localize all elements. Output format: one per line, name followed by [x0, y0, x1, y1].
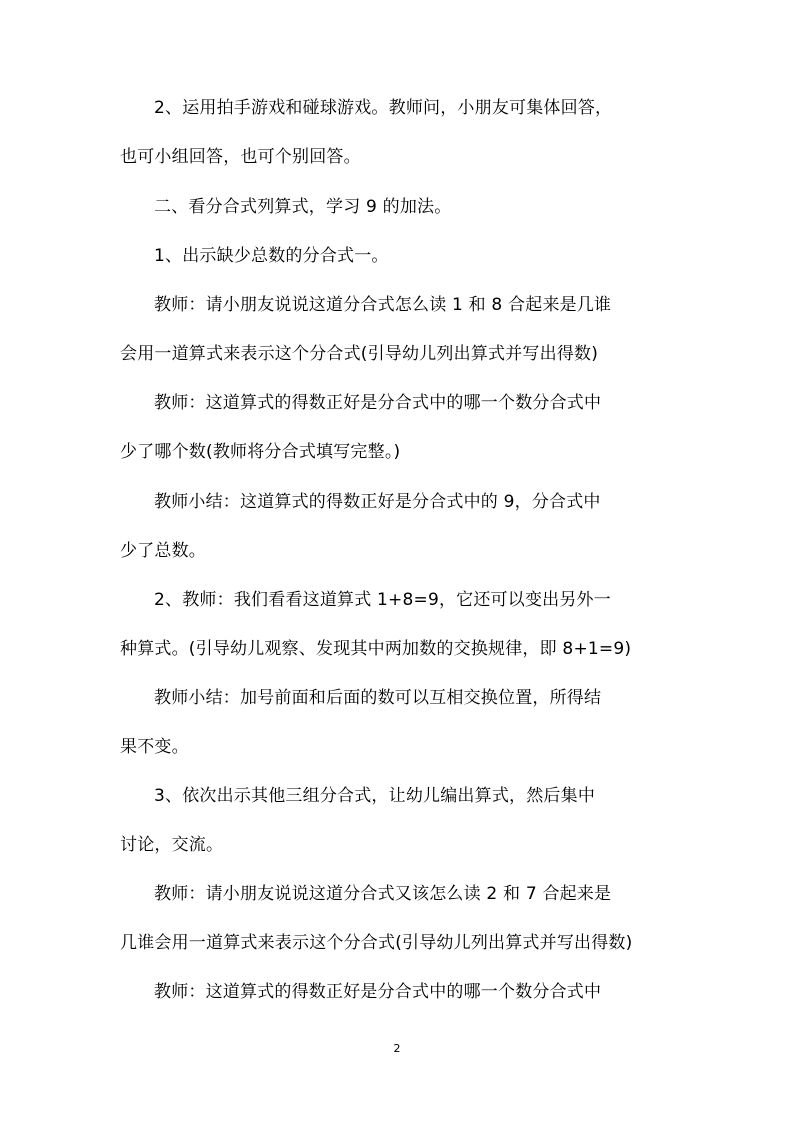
- text-line: 几谁会用一道算式来表示这个分合式(引导幼儿列出算式并写出得数): [120, 933, 633, 953]
- text-line: 教师：这道算式的得数正好是分合式中的哪一个数分合式中: [154, 982, 602, 1002]
- text-line: 少了哪个数(教师将分合式填写完整。): [120, 442, 401, 462]
- text-line: 果不变。: [120, 737, 189, 757]
- text-line: 讨论，交流。: [120, 835, 224, 855]
- text-line: 2、运用拍手游戏和碰球游戏。教师问，小朋友可集体回答，: [154, 98, 613, 118]
- text-line: 1、出示缺少总数的分合式一。: [154, 246, 389, 266]
- text-line: 2、教师：我们看看这道算式 1+8=9，它还可以变出另外一: [154, 590, 611, 610]
- text-line: 教师：请小朋友说说这道分合式又该怎么读 2 和 7 合起来是: [154, 884, 612, 904]
- text-line: 会用一道算式来表示这个分合式(引导幼儿列出算式并写出得数): [120, 344, 599, 364]
- page-number: 2: [393, 1042, 401, 1055]
- text-line: 教师：请小朋友说说这道分合式怎么读 1 和 8 合起来是几谁: [154, 295, 612, 315]
- text-line: 也可小组回答，也可个别回答。: [120, 147, 361, 167]
- text-line: 教师小结：加号前面和后面的数可以互相交换位置，所得结: [154, 688, 602, 708]
- text-line: 教师小结：这道算式的得数正好是分合式中的 9，分合式中: [154, 492, 601, 512]
- text-line: 少了总数。: [120, 541, 206, 561]
- text-line: 二、看分合式列算式，学习 9 的加法。: [154, 197, 452, 217]
- text-line: 3、依次出示其他三组分合式，让幼儿编出算式，然后集中: [154, 786, 596, 806]
- text-line: 种算式。(引导幼儿观察、发现其中两加数的交换规律，即 8+1=9): [120, 639, 632, 659]
- text-line: 教师：这道算式的得数正好是分合式中的哪一个数分合式中: [154, 393, 602, 413]
